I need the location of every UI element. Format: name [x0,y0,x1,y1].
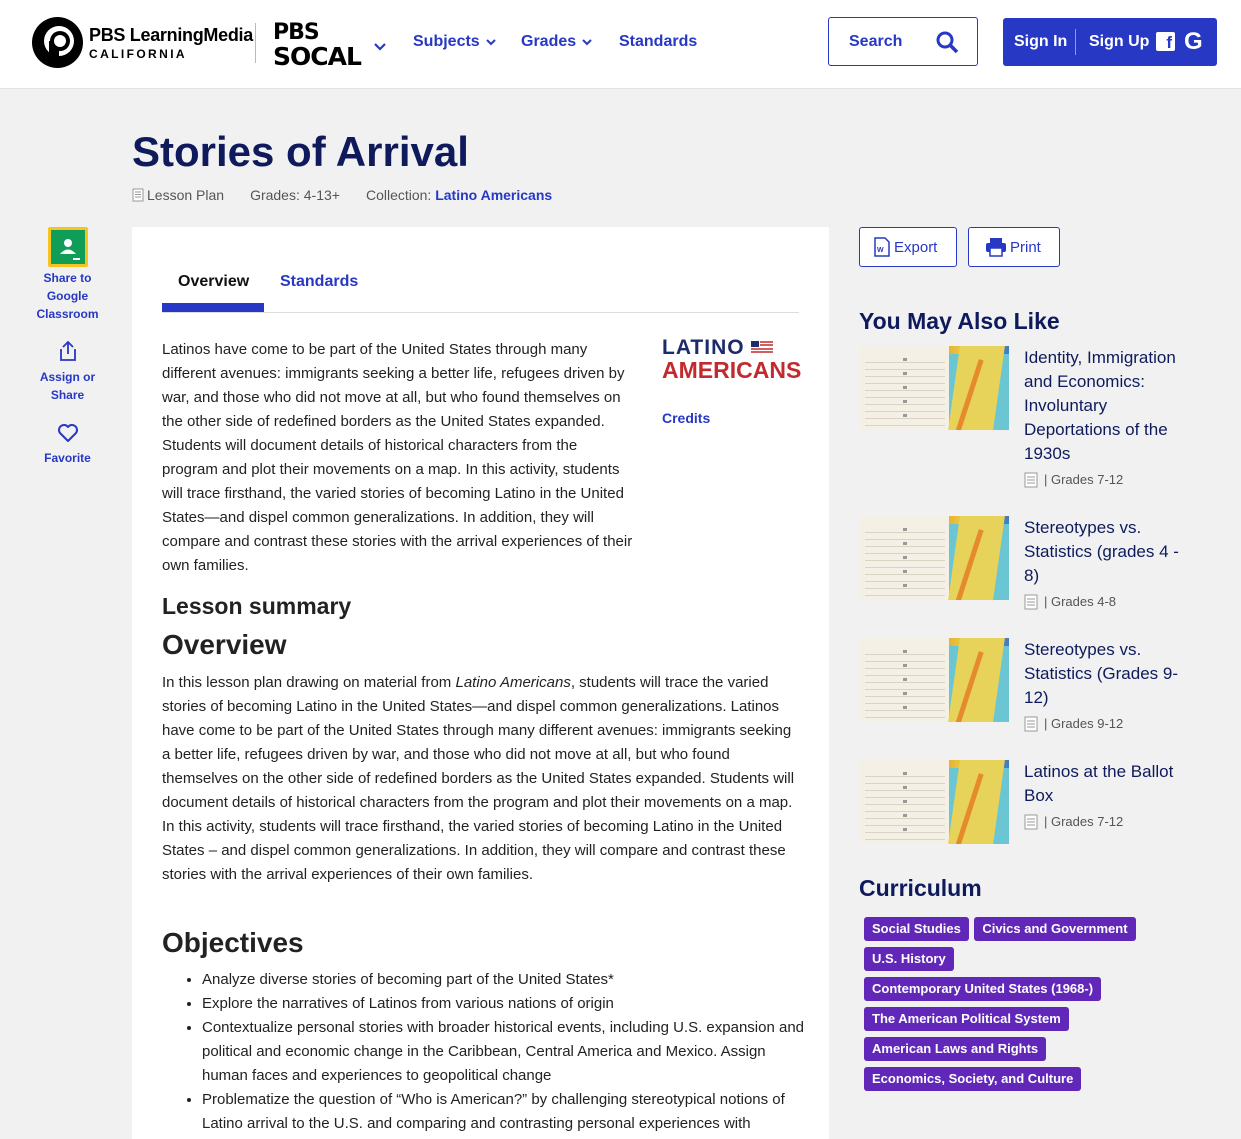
svg-text:W: W [877,247,884,254]
auth-divider [1075,29,1076,55]
list-item: • Contextualize personal stories with broader historical events, including U.S. expansion and political and economic change in the Caribbean, Central America and Mexico. Assign human faces and experiences to geopolitical change [202,1016,805,1088]
export-label: Export [894,238,938,256]
flag-icon [751,341,773,355]
brand-name: PBS LearningMedia [89,24,253,45]
logo-divider [255,23,256,63]
recommendation-title[interactable]: Stereotypes vs. Statistics (grades 4 - 8) [1024,518,1179,585]
recommendation-card[interactable] [859,516,1199,616]
assign-share-button[interactable] [30,340,105,404]
nav-standards[interactable] [619,33,697,51]
curriculum-tag[interactable]: U.S. History [864,947,954,971]
nav-subjects-label: Subjects [413,33,480,50]
heart-icon [57,423,79,443]
recommendation-card[interactable] [859,638,1199,738]
curriculum-tag[interactable]: Economics, Society, and Culture [864,1067,1081,1091]
recommendation-thumbnail[interactable] [859,638,1009,722]
site-header [0,0,1241,89]
favorite-button[interactable] [30,423,105,467]
nav-standards-label: Standards [619,33,698,50]
nav-subjects[interactable] [413,33,497,51]
recommendation-thumbnail[interactable] [859,346,1009,430]
document-icon [132,188,144,202]
lesson-summary-heading: Lesson summary [162,593,352,619]
assign-share-label: Assign or Share [39,370,96,402]
list-item: • Explore the narratives of Latinos from various nations of origin [202,992,805,1016]
google-icon[interactable]: G [1184,28,1203,55]
share-icon [58,340,78,362]
document-icon [1024,716,1038,732]
recommendation-title[interactable]: Identity, Immigration and Economics: Involuntary Deportations of the 1930s [1024,348,1176,463]
search-label: Search [849,33,903,50]
search-icon [935,30,959,54]
curriculum-tag[interactable]: The American Political System [864,1007,1069,1031]
collection-label: Collection: [365,187,432,203]
document-icon [1024,594,1038,610]
lesson-intro: Latinos have come to be part of the United States through many different avenues: immigrants seeking a better life, refugees driven by war, and those who did not move at all, but who found themselves on the other side of redefined borders as the United States expanded. Students will document details of historical characters from the program and plot their movements on a map. In this activity, students will trace firsthand, the varied stories of becoming Latino in the United States—and dispel common generalizations. In addition, they will compare and contrast these stories with the arrival experiences of their own families. [162,341,633,574]
curriculum-tags [864,917,1224,1097]
tab-standards[interactable]: Standards [280,273,359,290]
recommendation-card[interactable] [859,760,1199,850]
export-button[interactable] [859,227,957,267]
resource-grades: Grades: 4-13+ [250,187,340,203]
recommendation-grades: | Grades 7-12 [1044,472,1124,487]
recommendation-thumbnail[interactable] [859,760,1009,844]
tab-overview[interactable]: Overview [178,273,250,290]
pbs-socal-logo[interactable] [273,22,359,72]
list-item: • Problematize the question of “Who is American?” by challenging stereotypical notions of Latino arrival to the U.S. and comparing and contrasting personal experiences with [202,1088,805,1136]
share-classroom-label: Share to Google Classroom [36,271,99,321]
facebook-icon[interactable]: f [1156,32,1175,51]
document-icon [1024,472,1038,488]
program-name: Latino Americans [455,674,571,691]
recommendation-card[interactable] [859,346,1199,496]
printer-icon [985,237,1007,257]
station-line1: PBS [273,20,319,45]
favorite-label: Favorite [44,451,91,465]
pbs-head-icon [32,17,83,68]
curriculum-tag[interactable]: Social Studies [864,917,969,941]
print-label: Print [1010,238,1041,256]
resource-type: Lesson Plan [147,187,225,203]
overview-text: In this lesson plan drawing on material from Latino Americans, students will trace the varied stories of becoming Latino in the United States—and dispel common generalizations. Latinos have come to be part of the United States through many different avenues: immigrants seeking a better life, refugees driven by war, and those who did not move at all, but who found themselves on the other side of redefined borders as the United States expanded. Students will document details of historical characters from the program and plot their movements on a map. In this activity, students will trace firsthand, the varied stories of becoming Latino in the United States – and dispel common generalizations. In addition, they will compare and contrast these stories with the arrival experiences of their own families. [162,674,795,883]
list-item: • Analyze diverse stories of becoming part of the United States* [202,968,805,992]
you-may-also-like-heading: You May Also Like [859,308,1060,334]
resource-meta [132,187,552,203]
latino-americans-logo [662,338,817,382]
auth-bar [1003,18,1217,66]
recommendation-thumbnail[interactable] [859,516,1009,600]
active-tab-indicator [162,303,264,312]
curriculum-tag[interactable]: Civics and Government [974,917,1135,941]
sign-up-button[interactable]: Sign Up [1089,33,1150,50]
google-classroom-icon [48,227,88,267]
recommendation-title[interactable]: Latinos at the Ballot Box [1024,762,1174,805]
curriculum-tag[interactable]: American Laws and Rights [864,1037,1046,1061]
brand-region: CALIFORNIA [89,46,187,61]
share-google-classroom-button[interactable] [30,227,105,323]
recommendation-grades: | Grades 7-12 [1044,814,1124,829]
objectives-heading: Objectives [162,927,304,958]
page-title: Stories of Arrival [132,128,469,175]
chevron-down-icon [485,37,497,47]
sign-in-button[interactable]: Sign In [1014,33,1068,50]
word-document-icon [874,237,890,257]
nav-grades-label: Grades [521,33,577,50]
logo-word-latino: LATINO [662,338,817,358]
overview-heading: Overview [162,629,287,660]
lesson-card [132,227,829,1139]
recommendation-title[interactable]: Stereotypes vs. Statistics (Grades 9-12) [1024,640,1178,707]
recommendation-grades: | Grades 4-8 [1044,594,1117,609]
search-button[interactable] [828,17,978,66]
recommendation-grades: | Grades 9-12 [1044,716,1124,731]
station-line2: SOCAL [273,42,361,71]
credits-link[interactable]: Credits [662,410,711,426]
print-button[interactable] [968,227,1060,267]
curriculum-heading: Curriculum [859,875,982,901]
objectives-list [202,968,805,1136]
collection-link[interactable]: Latino Americans [435,187,553,203]
chevron-down-icon [581,37,593,47]
nav-grades[interactable] [521,33,593,51]
pbs-learningmedia-logo[interactable] [32,17,253,68]
document-icon [1024,814,1038,830]
logo-word-americans: AMERICANS [662,357,802,383]
station-chevron-down-icon[interactable] [373,40,387,54]
curriculum-tag[interactable]: Contemporary United States (1968-) [864,977,1101,1001]
